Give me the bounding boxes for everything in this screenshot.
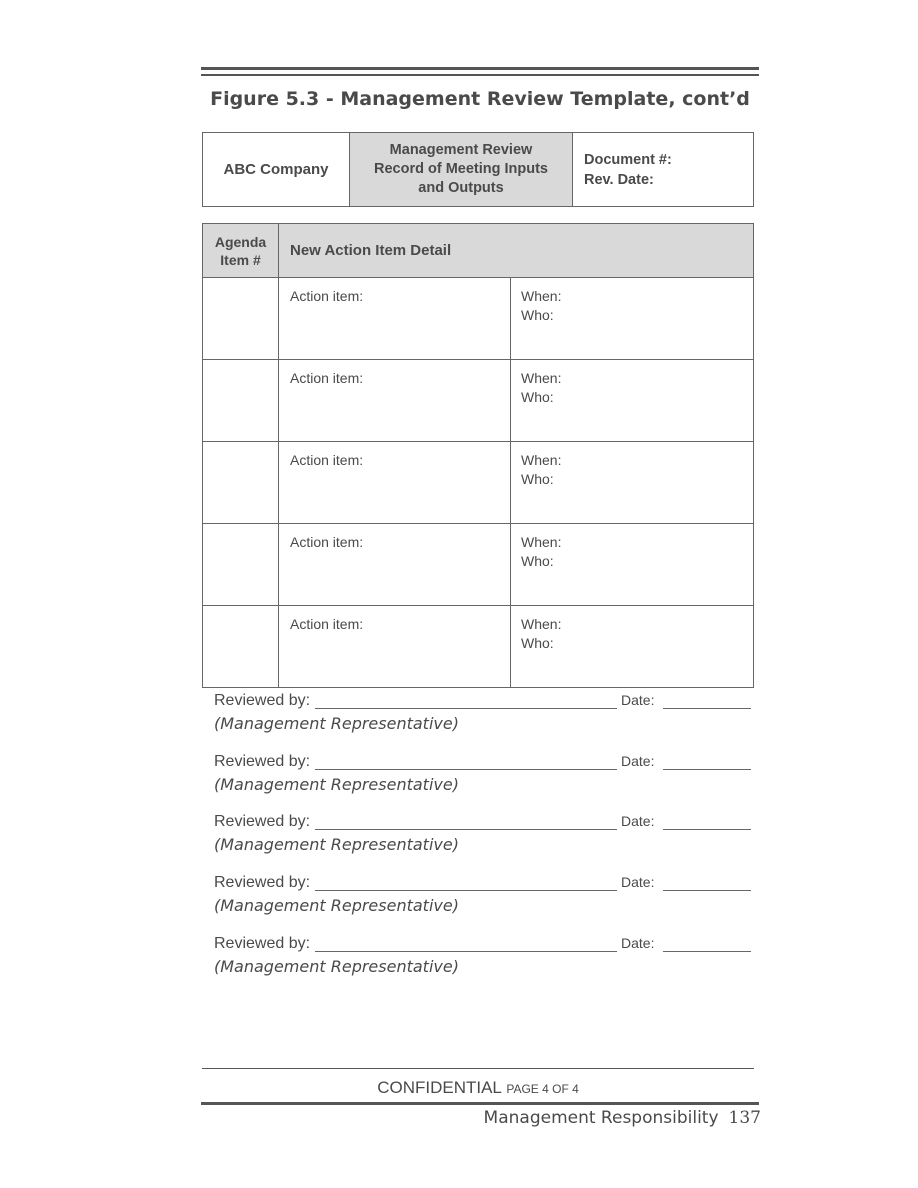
when-label: When: xyxy=(521,288,562,304)
when-who-cell[interactable] xyxy=(511,442,754,524)
reviewer-role: (Management Representative) xyxy=(214,896,459,915)
date-label: Date: xyxy=(621,813,655,829)
document-info xyxy=(573,133,753,206)
signature-line[interactable] xyxy=(315,829,617,830)
document-title xyxy=(350,133,573,206)
page-number: 137 xyxy=(728,1108,761,1128)
date-label: Date: xyxy=(621,753,655,769)
when-who-cell[interactable] xyxy=(511,524,754,606)
reviewer-role: (Management Representative) xyxy=(214,835,459,854)
figure-title: Figure 5.3 - Management Review Template, cont’d xyxy=(210,88,750,110)
table-row xyxy=(203,606,754,688)
company-name: ABC Company xyxy=(203,133,350,206)
document-title-line: and Outputs xyxy=(418,180,504,196)
reviewed-by-label: Reviewed by: xyxy=(214,692,311,709)
action-item-cell[interactable] xyxy=(279,524,511,606)
action-item-table xyxy=(202,223,754,688)
who-label: Who: xyxy=(521,471,554,487)
who-label: Who: xyxy=(521,389,554,405)
when-label: When: xyxy=(521,452,562,468)
action-item-cell[interactable] xyxy=(279,278,511,360)
action-item-label: Action item: xyxy=(290,370,364,386)
agenda-item-cell[interactable] xyxy=(203,606,279,688)
action-item-label: Action item: xyxy=(290,288,364,304)
agenda-item-cell[interactable] xyxy=(203,278,279,360)
document-header-table xyxy=(202,132,754,207)
running-footer xyxy=(201,1108,761,1128)
column-header-line: Agenda xyxy=(214,233,267,250)
review-signature-block xyxy=(214,813,754,859)
agenda-item-cell[interactable] xyxy=(203,360,279,442)
when-label: When: xyxy=(521,534,562,550)
date-line[interactable] xyxy=(663,708,751,709)
footer-rule-thin xyxy=(202,1068,754,1069)
when-who-cell[interactable] xyxy=(511,360,754,442)
table-header-row xyxy=(203,224,754,278)
footer-rule xyxy=(201,1102,759,1105)
review-signature-block xyxy=(214,753,754,799)
when-label: When: xyxy=(521,370,562,386)
signature-line[interactable] xyxy=(315,708,617,709)
agenda-item-cell[interactable] xyxy=(203,442,279,524)
date-line[interactable] xyxy=(663,890,751,891)
rev-date-label: Rev. Date: xyxy=(584,171,654,188)
date-line[interactable] xyxy=(663,829,751,830)
action-item-cell[interactable] xyxy=(279,442,511,524)
signature-line[interactable] xyxy=(315,951,617,952)
signature-line[interactable] xyxy=(315,769,617,770)
reviewed-by-label: Reviewed by: xyxy=(214,813,311,830)
reviewer-role: (Management Representative) xyxy=(214,714,459,733)
date-line[interactable] xyxy=(663,951,751,952)
when-label: When: xyxy=(521,616,562,632)
date-line[interactable] xyxy=(663,769,751,770)
when-who-cell[interactable] xyxy=(511,278,754,360)
action-item-label: Action item: xyxy=(290,616,364,632)
action-item-cell[interactable] xyxy=(279,360,511,442)
table-row xyxy=(203,278,754,360)
date-label: Date: xyxy=(621,692,655,708)
document-title-line: Management Review xyxy=(389,142,533,158)
action-item-label: Action item: xyxy=(290,534,364,550)
agenda-item-cell[interactable] xyxy=(203,524,279,606)
review-signature-block xyxy=(214,692,754,738)
who-label: Who: xyxy=(521,553,554,569)
top-rule xyxy=(201,67,759,70)
column-header-agenda-item xyxy=(203,224,279,278)
document-number-label: Document #: xyxy=(584,151,672,168)
action-item-cell[interactable] xyxy=(279,606,511,688)
when-who-cell[interactable] xyxy=(511,606,754,688)
signature-line[interactable] xyxy=(315,890,617,891)
table-row xyxy=(203,524,754,606)
date-label: Date: xyxy=(621,874,655,890)
confidential-footer xyxy=(202,1078,754,1098)
date-label: Date: xyxy=(621,935,655,951)
review-signature-block xyxy=(214,935,754,981)
column-header-line: Item # xyxy=(220,251,261,268)
page-info: PAGE 4 OF 4 xyxy=(506,1082,579,1096)
document-title-line: Record of Meeting Inputs xyxy=(374,161,548,177)
action-item-label: Action item: xyxy=(290,452,364,468)
confidential-label: CONFIDENTIAL xyxy=(377,1078,502,1097)
top-rule-thin xyxy=(201,74,759,76)
reviewed-by-label: Reviewed by: xyxy=(214,874,311,891)
review-signature-block xyxy=(214,874,754,920)
column-header-action-detail: New Action Item Detail xyxy=(279,224,754,278)
who-label: Who: xyxy=(521,635,554,651)
reviewer-role: (Management Representative) xyxy=(214,775,459,794)
reviewed-by-label: Reviewed by: xyxy=(214,753,311,770)
table-row xyxy=(203,360,754,442)
reviewed-by-label: Reviewed by: xyxy=(214,935,311,952)
who-label: Who: xyxy=(521,307,554,323)
table-row xyxy=(203,442,754,524)
reviewer-role: (Management Representative) xyxy=(214,957,459,976)
running-title: Management Responsibility xyxy=(483,1108,719,1128)
